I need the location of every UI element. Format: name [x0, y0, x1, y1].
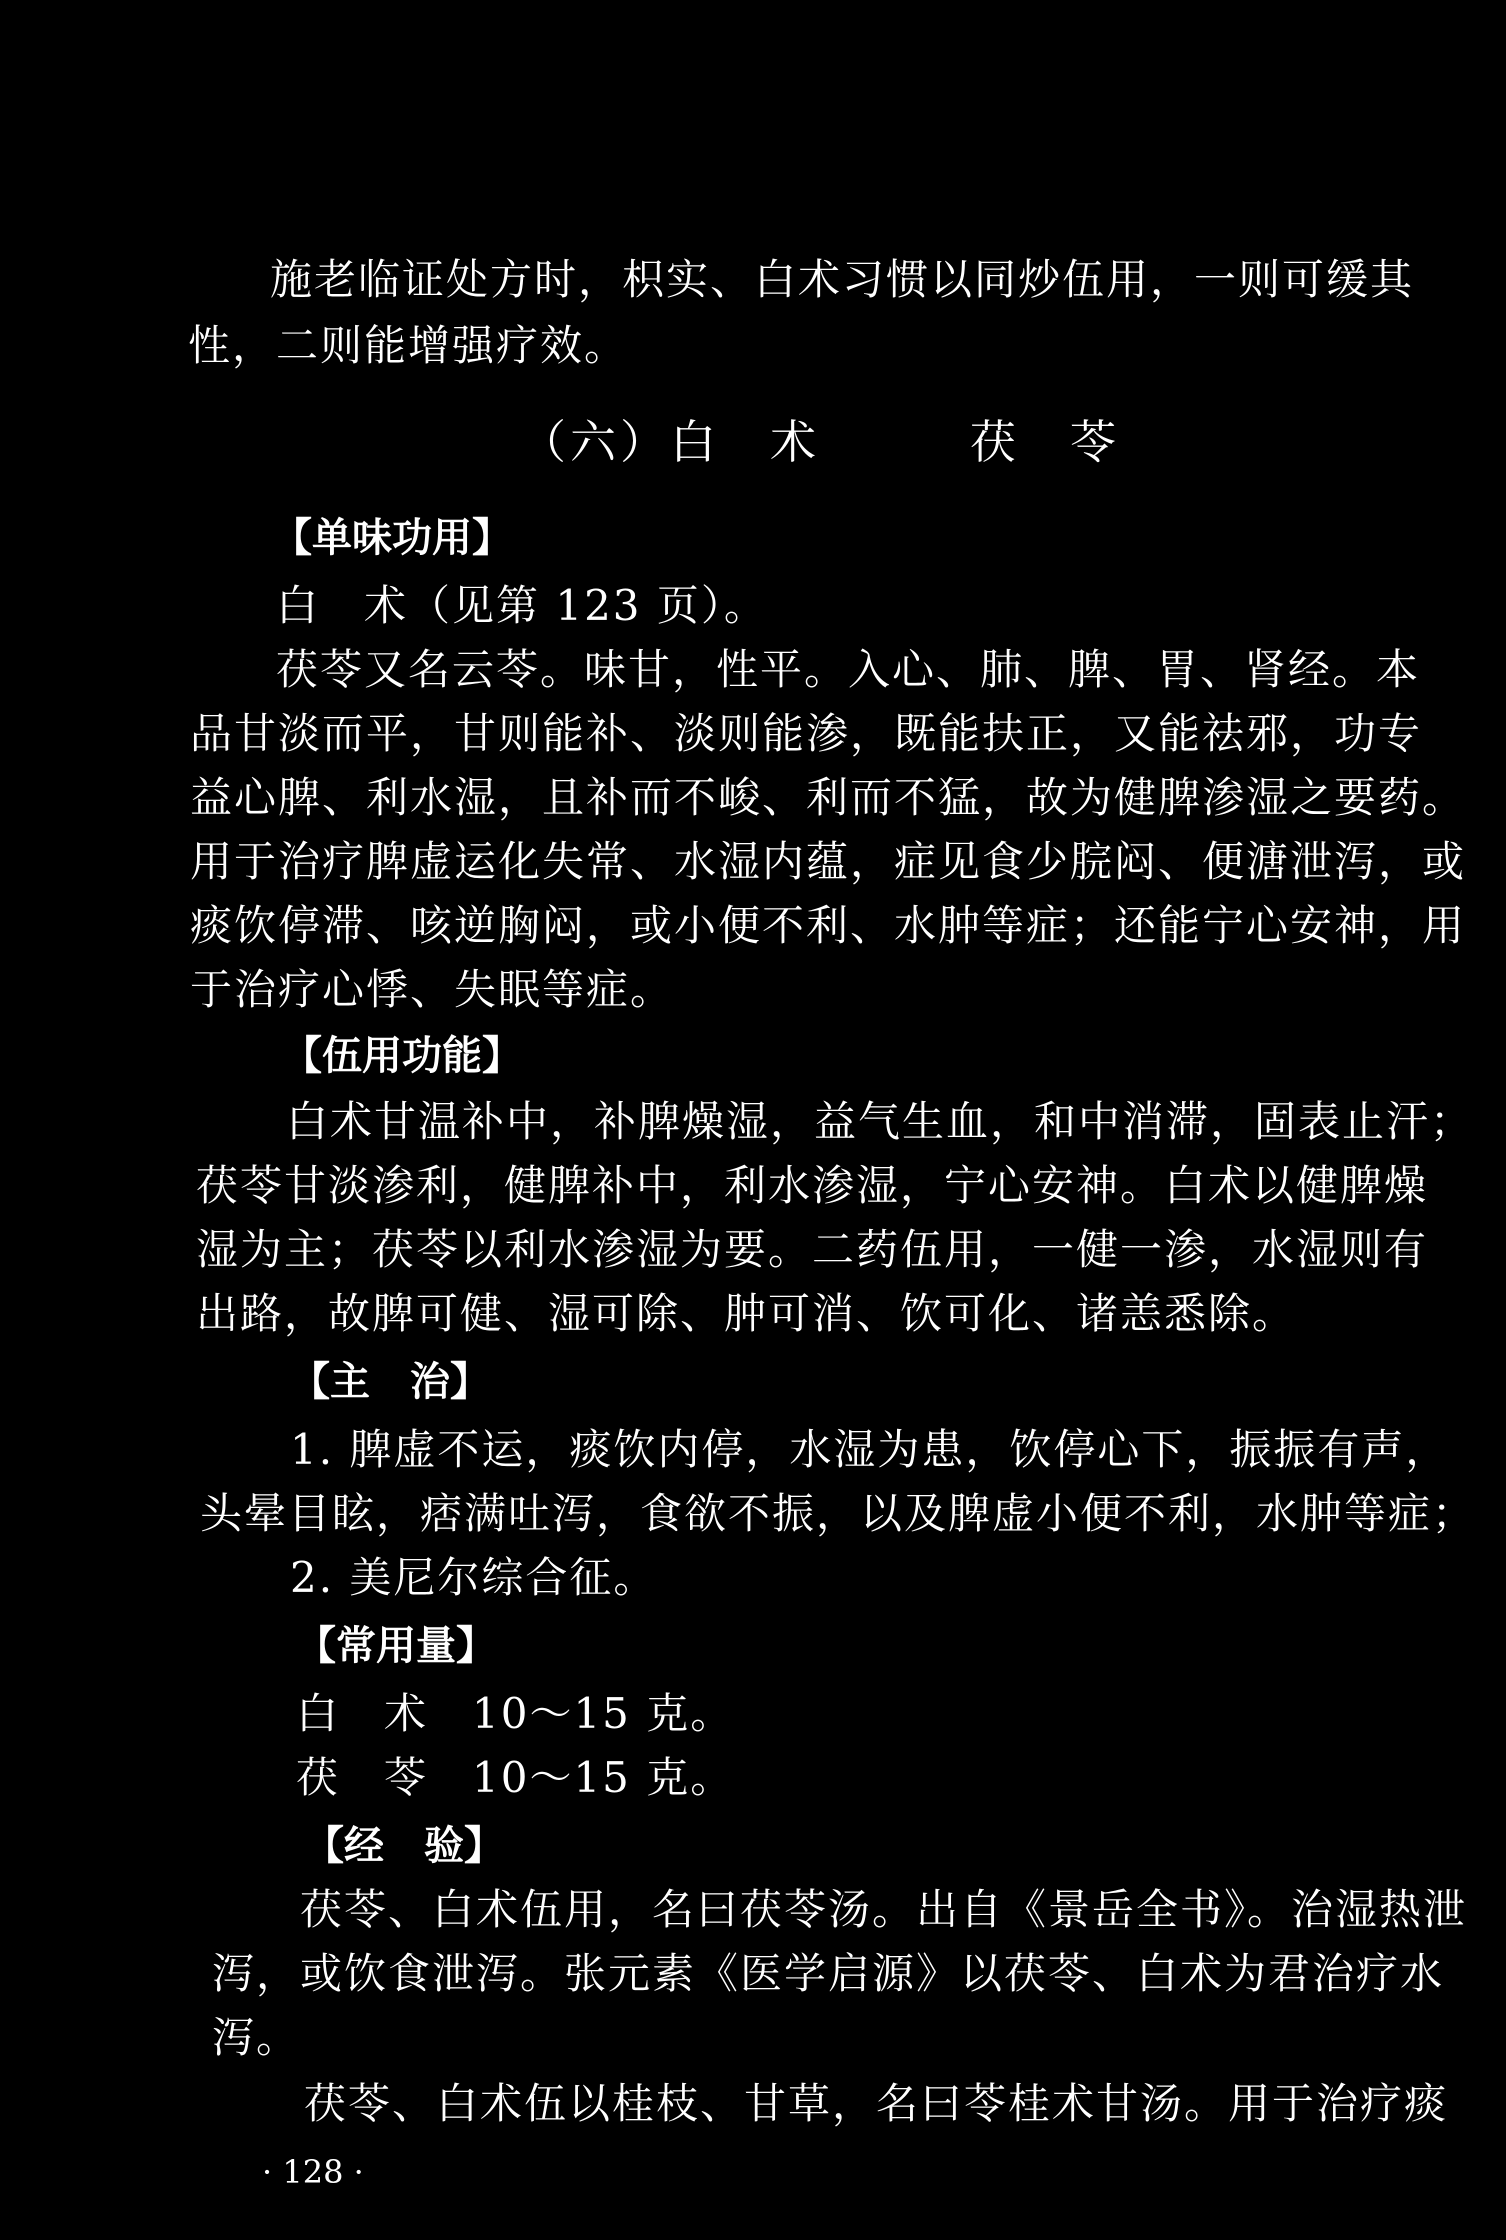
experience-line-1: 茯苓、白术伍用，名曰茯苓汤。出自《景岳全书》。治湿热泄 — [300, 1885, 1468, 1934]
page-number: · 128 · — [262, 2153, 364, 2191]
indications-line-2: 头晕目眩，痞满吐泻，食欲不振，以及脾虚小便不利，水肿等症； — [200, 1489, 1477, 1538]
single-line-4: 用于治疗脾虚运化失常、水湿内蕴，症见食少脘闷、便溏泄泻，或 — [190, 837, 1467, 886]
section-header-dosage: 【常用量】 — [296, 1623, 496, 1669]
section-header-combined-function: 【伍用功能】 — [282, 1033, 522, 1079]
experience-line-2: 泻，或饮食泄泻。张元素《医学启源》以茯苓、白术为君治疗水 — [212, 1949, 1445, 1998]
single-line-2: 品甘淡而平，甘则能补、淡则能渗，既能扶正，又能祛邪，功专 — [190, 709, 1423, 758]
section-title: （六）白 术 茯 苓 — [520, 415, 1120, 469]
section-header-indications: 【主 治】 — [290, 1359, 490, 1405]
intro-line-1: 施老临证处方时，枳实、白术习惯以同炒伍用，一则可缓其 — [270, 255, 1415, 304]
single-line-1: 茯苓又名云苓。味甘，性平。入心、肺、脾、胃、肾经。本 — [276, 645, 1421, 694]
experience-line-4: 茯苓、白术伍以桂枝、甘草，名曰苓桂术甘汤。用于治疗痰 — [304, 2079, 1449, 2128]
section-header-single-function: 【单味功用】 — [272, 515, 512, 561]
single-line-5: 痰饮停滞、咳逆胸闷，或小便不利、水肿等症；还能宁心安神，用 — [190, 901, 1467, 950]
dosage-line-2: 茯 苓 10～15 克。 — [296, 1753, 735, 1802]
combined-line-4: 出路，故脾可健、湿可除、肿可消、饮可化、诸恙悉除。 — [196, 1289, 1297, 1338]
single-line-3: 益心脾、利水湿，且补而不峻、利而不猛，故为健脾渗湿之要药。 — [190, 773, 1467, 822]
combined-line-3: 湿为主；茯苓以利水渗湿为要。二药伍用，一健一渗，水湿则有 — [196, 1225, 1429, 1274]
section-header-experience: 【经 验】 — [304, 1823, 504, 1869]
baizhu-reference: 白 术（见第 123 页）。 — [276, 581, 768, 630]
indications-line-3: 2. 美尼尔综合征。 — [290, 1553, 658, 1602]
combined-line-1: 白术甘温补中，补脾燥湿，益气生血，和中消滞，固表止汗； — [286, 1097, 1475, 1146]
experience-line-3: 泻。 — [212, 2013, 301, 2062]
intro-line-2: 性，二则能增强疗效。 — [188, 321, 629, 370]
dosage-line-1: 白 术 10～15 克。 — [296, 1689, 735, 1738]
indications-line-1: 1. 脾虚不运，痰饮内停，水湿为患，饮停心下，振振有声， — [290, 1425, 1450, 1474]
combined-line-2: 茯苓甘淡渗利，健脾补中，利水渗湿，宁心安神。白术以健脾燥 — [196, 1161, 1429, 1210]
single-line-6: 于治疗心悸、失眠等症。 — [190, 965, 675, 1014]
